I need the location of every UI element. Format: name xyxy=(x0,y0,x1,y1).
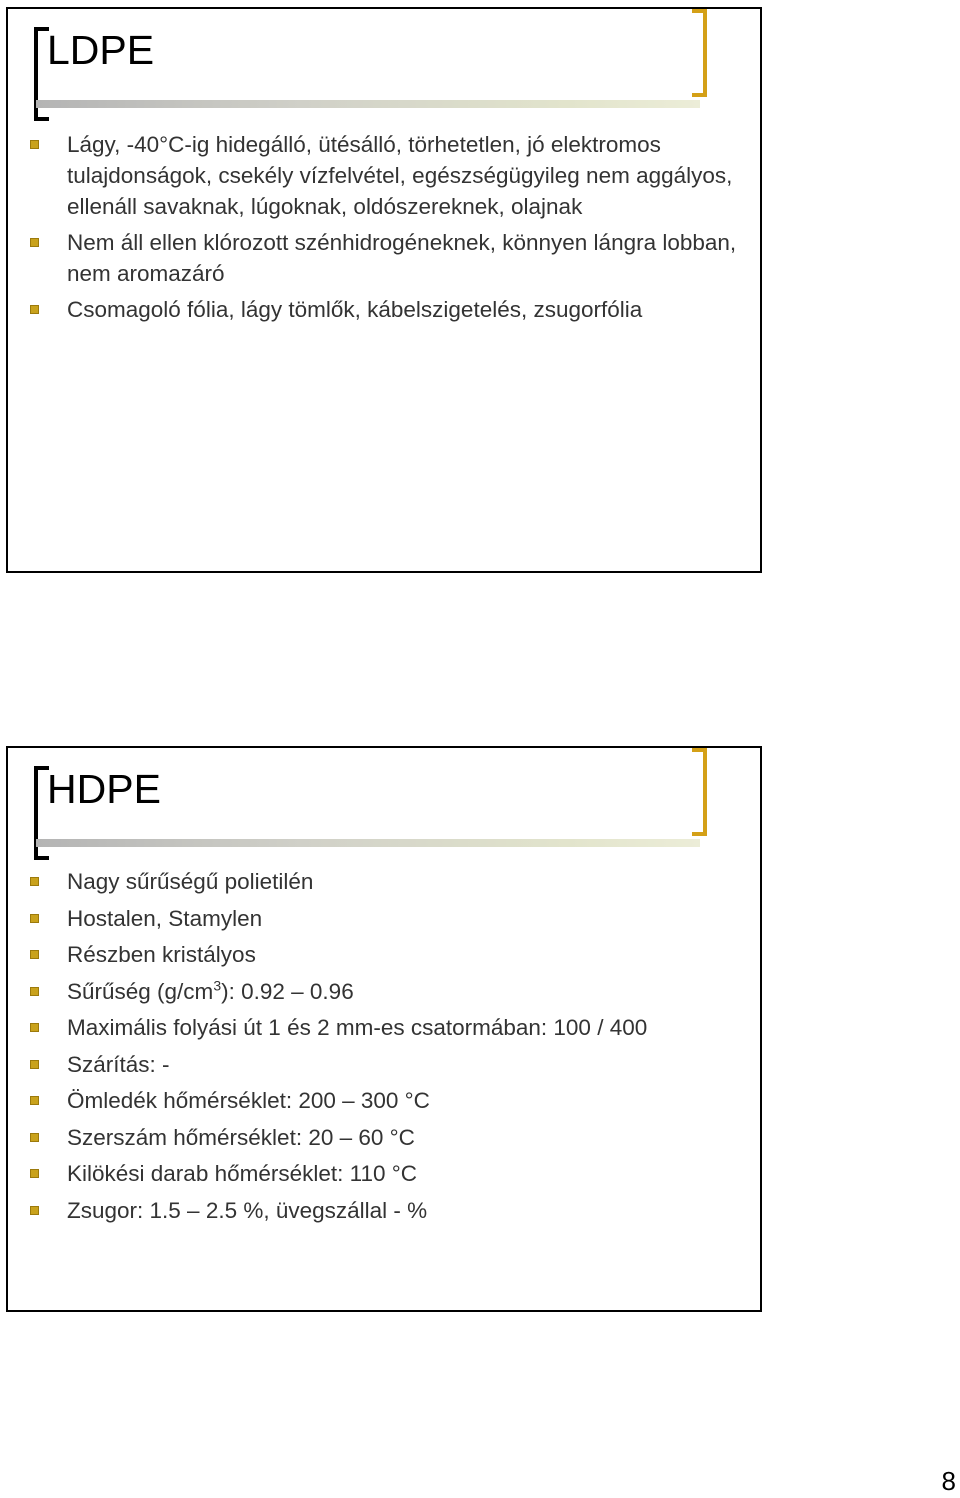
bullet-text: Nem áll ellen klórozott szénhidrogéneknek, könnyen lángra lobban, nem aromazáró xyxy=(67,230,737,286)
bullet-text-tail: ): 0.92 – 0.96 xyxy=(221,978,354,1004)
list-item xyxy=(30,939,750,971)
square-bullet-icon xyxy=(30,1096,39,1105)
bullet-text: Kilökési darab hőmérséklet: 110 °C xyxy=(67,1161,418,1186)
page-number: 8 xyxy=(941,1466,956,1496)
list-item xyxy=(30,129,750,222)
bullet-text: Szerszám hőmérséklet: 20 – 60 °C xyxy=(67,1124,415,1150)
list-item xyxy=(30,976,750,1008)
bullet-text: Lágy, -40°C-ig hidegálló, ütésálló, törhetetlen, jó elektromos tulajdonságok, csekély vízfelvétel, egészségügyileg nem aggályos, ellenáll savaknak, lúgoknak, oldószereknek, olajnak xyxy=(67,132,733,219)
list-item xyxy=(30,1049,750,1081)
square-bullet-icon xyxy=(30,305,39,314)
list-item xyxy=(30,1122,750,1154)
square-bullet-icon xyxy=(30,1023,39,1032)
square-bullet-icon xyxy=(30,950,39,959)
list-item xyxy=(30,1158,750,1190)
bullet-text: Hostalen, Stamylen xyxy=(67,905,263,931)
title-underline xyxy=(36,839,700,847)
list-item xyxy=(30,1085,750,1117)
square-bullet-icon xyxy=(30,877,39,886)
bullet-text: Részben kristályos xyxy=(67,942,256,967)
list-item xyxy=(30,866,750,898)
bullet-text: Sűrűség (g/cm xyxy=(67,978,214,1004)
superscript: 3 xyxy=(213,977,222,993)
square-bullet-icon xyxy=(30,1169,39,1178)
square-bullet-icon xyxy=(30,1060,39,1069)
right-bracket-icon xyxy=(690,9,710,97)
bullet-text: Nagy sűrűségű polietilén xyxy=(67,869,314,894)
bullet-list xyxy=(30,129,750,330)
bullet-text: Zsugor: 1.5 – 2.5 %, üvegszállal - % xyxy=(67,1197,428,1223)
list-item xyxy=(30,294,750,325)
slide-ldpe xyxy=(6,7,762,573)
title-underline xyxy=(36,100,700,108)
bullet-text: Maximális folyási út 1 és 2 mm-es csatormában: 100 / 400 xyxy=(67,1015,648,1040)
list-item xyxy=(30,1195,750,1227)
square-bullet-icon xyxy=(30,914,39,923)
list-item xyxy=(30,1012,750,1044)
bullet-text: Ömledék hőmérséklet: 200 – 300 °C xyxy=(67,1088,430,1113)
slide-title: LDPE xyxy=(47,27,155,73)
slide-title: HDPE xyxy=(47,766,161,812)
square-bullet-icon xyxy=(30,1206,39,1215)
square-bullet-icon xyxy=(30,140,39,149)
slide-hdpe xyxy=(6,746,762,1312)
list-item xyxy=(30,903,750,935)
list-item xyxy=(30,227,750,289)
bullet-text: Szárítás: - xyxy=(67,1051,170,1077)
bullet-list xyxy=(30,866,750,1231)
square-bullet-icon xyxy=(30,987,39,996)
right-bracket-icon xyxy=(690,748,710,836)
square-bullet-icon xyxy=(30,238,39,247)
bullet-text: Csomagoló fólia, lágy tömlők, kábelszigetelés, zsugorfólia xyxy=(67,297,643,322)
square-bullet-icon xyxy=(30,1133,39,1142)
